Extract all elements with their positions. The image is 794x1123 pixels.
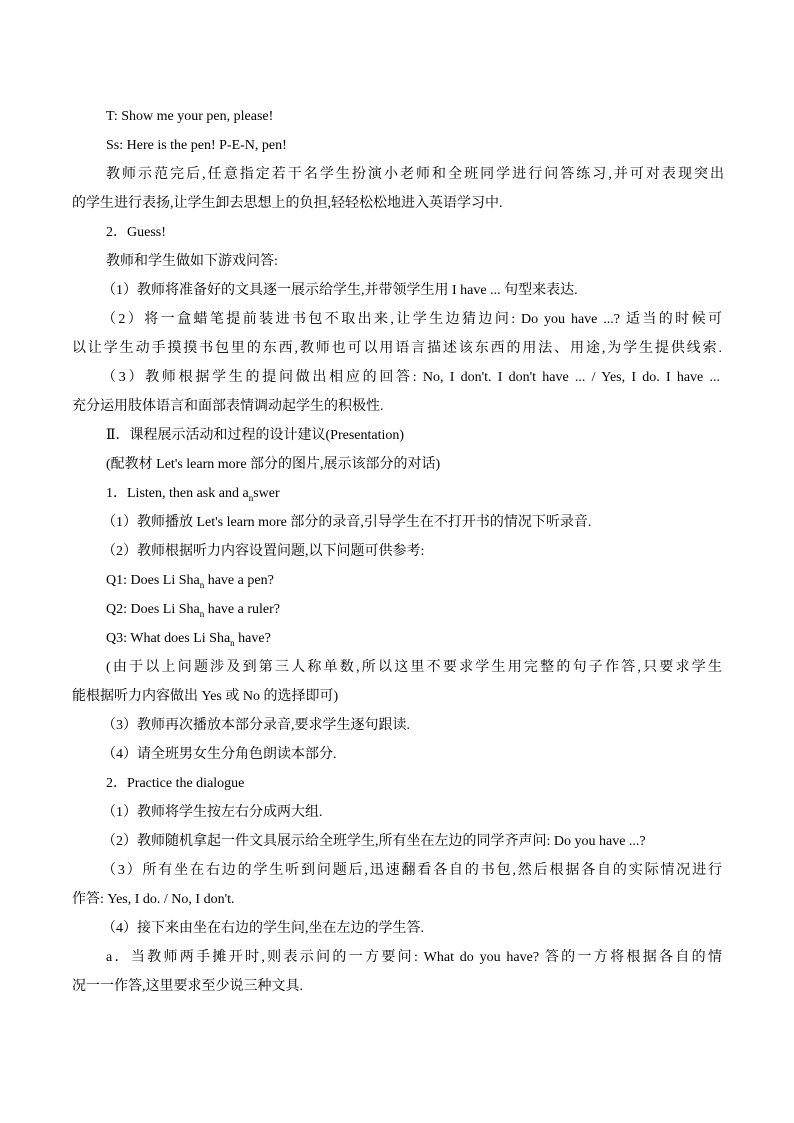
text-part: Q2: Does Li Sha [106, 602, 200, 617]
paragraph-line: (由于以上问题涉及到第三人称单数,所以这里不要求学生用完整的句子作答,只要求学生 [106, 660, 722, 675]
paragraph-line: 教师示范完后,任意指定若干名学生扮演小老师和全班同学进行问答练习,并可对表现突出 [106, 167, 724, 182]
question-q1 [106, 571, 758, 591]
paragraph-line: a．当教师两手摊开时,则表示问的一方要问: What do you have? 答的一方将根据各自的情 [106, 950, 722, 965]
question-q3 [106, 629, 758, 649]
subscript: n [199, 609, 205, 619]
text-part: Q1: Does Li Sha [106, 573, 200, 588]
list-item: （4）请全班男女生分角色朗读本部分. [102, 747, 337, 762]
subsection-heading-practice: 2．Practice the dialogue [106, 776, 245, 791]
list-item: （3）所有坐在右边的学生听到问题后,迅速翻看各自的书包,然后根据各自的实际情况进行 [102, 863, 722, 878]
dialogue-line-teacher: T: Show me your pen, please! [106, 109, 274, 124]
list-item: （2）教师根据听力内容设置问题,以下问题可供参考: [102, 544, 425, 559]
paragraph-line: 的学生进行表扬,让学生卸去思想上的负担,轻轻松松地进入英语学习中. [72, 196, 503, 211]
list-item: （3）教师根据学生的提问做出相应的回答: No, I don't. I don't have ... / Yes, I do. I have ... [102, 370, 720, 385]
list-item: （2）教师随机拿起一件文具展示给全班学生,所有坐在左边的同学齐声问: Do you have ...? [102, 834, 646, 849]
paragraph-line: 充分运用肢体语言和面部表情调动起学生的积极性. [72, 399, 384, 414]
section-heading-guess: 2．Guess! [106, 225, 166, 240]
subscript: n [230, 638, 235, 648]
subsection-heading-listen [106, 484, 758, 504]
list-item: （4）接下来由坐在右边的学生问,坐在左边的学生答. [102, 921, 424, 936]
dialogue-line-students: Ss: Here is the pen! P-E-N, pen! [106, 138, 287, 153]
text-part: have a pen? [204, 573, 274, 588]
list-item: （1）教师播放 Let's learn more 部分的录音,引导学生在不打开书的情况下听录音. [102, 515, 592, 530]
question-q2 [106, 600, 758, 620]
subscript: n [199, 580, 205, 590]
list-item: （1）教师将学生按左右分成两大组. [102, 805, 323, 820]
paragraph-line: 以让学生动手摸摸书包里的东西,教师也可以用语言描述该东西的用法、用途,为学生提供线索. [72, 341, 722, 356]
subscript: n [248, 493, 254, 503]
paragraph-line: 教师和学生做如下游戏问答: [106, 254, 278, 269]
list-item: （3）教师再次播放本部分录音,要求学生逐句跟读. [102, 718, 410, 733]
list-item: （2）将一盒蜡笔提前装进书包不取出来,让学生边猜边问: Do you have ...? 适当的时候可 [102, 312, 722, 327]
text-part: have a ruler? [204, 602, 281, 617]
text-part: have? [234, 631, 271, 646]
text-part: 1．Listen, then ask and a [106, 486, 249, 501]
section-heading-presentation: Ⅱ．课程展示活动和过程的设计建议(Presentation) [106, 428, 405, 443]
text-part: Q3: What does Li Sha [106, 631, 231, 646]
paragraph-line: (配教材 Let's learn more 部分的图片,展示该部分的对话) [106, 457, 441, 472]
paragraph-line: 作答: Yes, I do. / No, I don't. [72, 892, 235, 907]
list-item: （1）教师将准备好的文具逐一展示给学生,并带领学生用 I have ... 句型来表达. [102, 283, 578, 298]
paragraph-line: 能根据听力内容做出 Yes 或 No 的选择即可) [72, 689, 339, 704]
paragraph-line: 况一一作答,这里要求至少说三种文具. [72, 979, 303, 994]
text-part: swer [253, 486, 280, 501]
